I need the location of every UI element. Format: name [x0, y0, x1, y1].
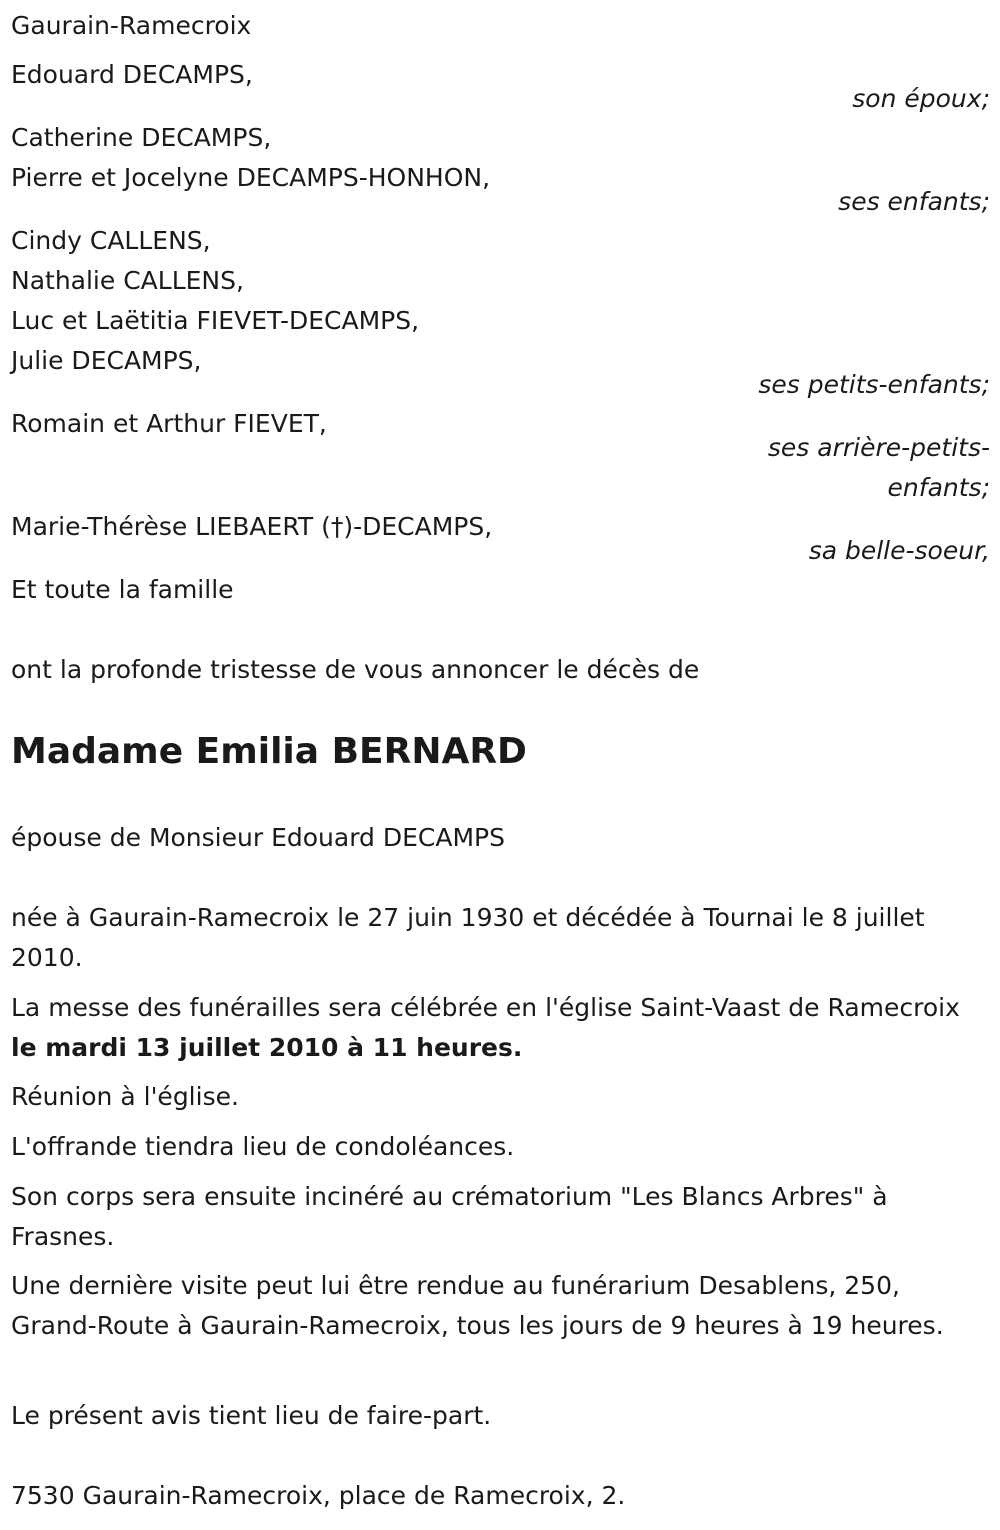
spouse-relation: son époux;: [852, 84, 990, 113]
mass-date: le mardi 13 juillet 2010 à 11 heures.: [11, 1033, 523, 1062]
grandchild-name: Luc et Laëtitia FIEVET-DECAMPS,: [11, 306, 420, 335]
header-location: Gaurain-Ramecroix: [11, 11, 252, 40]
cremation-info: Son corps sera ensuite incinéré au crématorium "Les Blancs Arbres" à Frasnes.: [11, 1182, 888, 1251]
notice-info: Le présent avis tient lieu de faire-part.: [11, 1401, 492, 1430]
sister-in-law-relation: sa belle-soeur,: [808, 536, 990, 565]
child-name: Catherine DECAMPS,: [11, 123, 272, 152]
grandchild-name: Julie DECAMPS,: [11, 346, 202, 375]
great-grandchildren-relation-line1: ses arrière-petits-: [767, 433, 990, 462]
grandchild-name: Nathalie CALLENS,: [11, 266, 244, 295]
great-grandchildren-relation-line2: enfants;: [887, 473, 990, 502]
birth-death-info: née à Gaurain-Ramecroix le 27 juin 1930 et décédée à Tournai le 8 juillet 2010.: [11, 903, 925, 972]
offering-info: L'offrande tiendra lieu de condoléances.: [11, 1132, 515, 1161]
deceased-name: Madame Emilia BERNARD: [11, 731, 527, 772]
children-relation: ses enfants;: [838, 187, 990, 216]
child-name: Pierre et Jocelyne DECAMPS-HONHON,: [11, 163, 491, 192]
meeting-info: Réunion à l'église.: [11, 1082, 239, 1111]
visit-info: Une dernière visite peut lui être rendue au funérarium Desablens, 250, Grand-Route à Gaurain-Ramecroix, tous les jours de 9 heures à 19 heures.: [11, 1271, 944, 1340]
grandchild-name: Cindy CALLENS,: [11, 226, 211, 255]
all-family: Et toute la famille: [11, 575, 234, 604]
spouse-name: Edouard DECAMPS,: [11, 60, 253, 89]
funeral-mass-info: [11, 988, 986, 1068]
spouse-of: épouse de Monsieur Edouard DECAMPS: [11, 823, 505, 852]
address: 7530 Gaurain-Ramecroix, place de Ramecroix, 2.: [11, 1481, 626, 1510]
great-grandchildren-name: Romain et Arthur FIEVET,: [11, 409, 327, 438]
grandchildren-relation: ses petits-enfants;: [758, 370, 990, 399]
mass-location: La messe des funérailles sera célébrée en l'église Saint-Vaast de Ramecroix: [11, 993, 960, 1022]
sister-in-law-name: Marie-Thérèse LIEBAERT (†)-DECAMPS,: [11, 512, 493, 541]
announcement-intro: ont la profonde tristesse de vous annoncer le décès de: [11, 655, 700, 684]
